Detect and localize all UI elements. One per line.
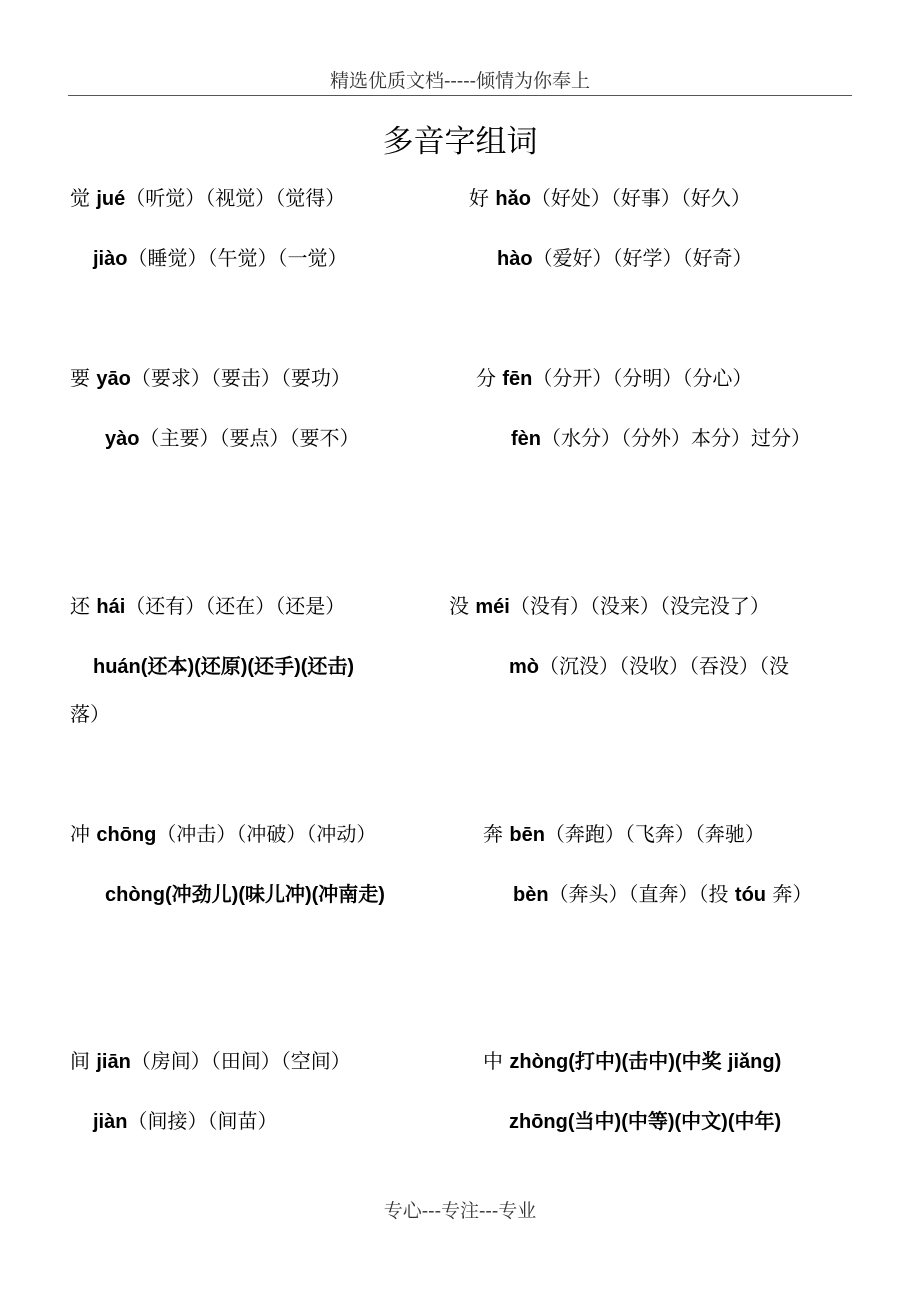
entry-fen-line1 xyxy=(476,362,752,391)
pinyin: fèn xyxy=(511,428,541,450)
word-list: （房间）（田间）（空间） xyxy=(130,1049,351,1073)
word-list: (当中)(中等)(中文)(中年) xyxy=(567,1111,782,1133)
word-list: （间接）（间苗） xyxy=(127,1109,278,1133)
entry-jue-line1 xyxy=(70,182,345,211)
pinyin: bèn xyxy=(513,884,549,906)
entry-char: 觉 xyxy=(70,186,90,210)
entry-hai-line1 xyxy=(70,590,345,619)
word-list: (还本)(还原)(还手)(还击) xyxy=(140,656,355,678)
page-footer: 专心---专注---专业 xyxy=(383,1200,537,1222)
word-list: （奔头）（直奔）（投 xyxy=(548,882,729,906)
word-list: （沉没）（没收）（吞没）（没 xyxy=(539,654,789,678)
pinyin: mò xyxy=(509,656,539,678)
entry-hao-line1 xyxy=(469,182,751,211)
word-list: （睡觉）（午觉）（一觉） xyxy=(127,246,348,270)
entry-hao-line2 xyxy=(497,242,753,271)
entry-char: 好 xyxy=(469,186,489,210)
entry-char: 间 xyxy=(70,1049,90,1073)
entry-chong-line2 xyxy=(105,878,385,907)
pinyin: jiào xyxy=(93,248,128,270)
entry-jue-line2 xyxy=(93,242,347,271)
entry-zhong-line2 xyxy=(509,1105,781,1134)
pinyin: yāo xyxy=(96,368,131,390)
entry-mei-line1 xyxy=(449,590,770,619)
header-divider xyxy=(68,95,852,96)
word-list: （主要）（要点）（要不） xyxy=(139,426,360,450)
pinyin: bēn xyxy=(509,824,545,846)
word-list: （奔跑）（飞奔）（奔驰） xyxy=(544,822,765,846)
entry-fen-line2 xyxy=(511,422,811,451)
pinyin: hào xyxy=(497,248,533,270)
entry-mo-line2 xyxy=(509,650,789,679)
pinyin: chōng xyxy=(96,824,157,846)
pinyin: chòng xyxy=(105,884,165,906)
entry-zhong-line1 xyxy=(483,1045,781,1074)
entry-huan-line2 xyxy=(93,650,354,679)
word-list: (冲劲儿)(味儿冲)(冲南走) xyxy=(165,884,385,906)
entry-jian-line1 xyxy=(70,1045,351,1074)
pinyin: zhòng xyxy=(509,1051,569,1073)
word-list: (打中)(击中)(中奖 xyxy=(568,1051,722,1073)
entry-char: 冲 xyxy=(70,822,90,846)
entry-yao-line2 xyxy=(105,422,359,451)
pinyin: jué xyxy=(96,188,126,210)
pinyin: jiān xyxy=(96,1051,131,1073)
entry-char: 没 xyxy=(449,594,469,618)
entry-yao-line1 xyxy=(70,362,351,391)
entry-jian-line2 xyxy=(93,1105,277,1134)
word-list: （还有）（还在）（还是） xyxy=(125,594,346,618)
entry-ben-line2 xyxy=(513,878,812,907)
word-list: （没有）（没来）（没完没了） xyxy=(509,594,770,618)
entry-char: 要 xyxy=(70,366,90,390)
pinyin: jiàn xyxy=(93,1111,128,1133)
entry-char: 还 xyxy=(70,594,90,618)
pinyin: fēn xyxy=(502,368,533,390)
pinyin: huán xyxy=(93,656,141,678)
pinyin: yào xyxy=(105,428,140,450)
entry-char: 奔 xyxy=(483,822,503,846)
entry-ben-line1 xyxy=(483,818,765,847)
word-list: （冲击）（冲破）（冲动） xyxy=(156,822,377,846)
word-list: （爱好）（好学）（好奇） xyxy=(532,246,753,270)
word-list-tail: ) xyxy=(774,1051,782,1073)
word-list: （分开）（分明）（分心） xyxy=(532,366,753,390)
pinyin: hǎo xyxy=(495,188,531,210)
entry-chong-line1 xyxy=(70,818,376,847)
pinyin: méi xyxy=(475,596,510,618)
pinyin: zhōng xyxy=(509,1111,568,1133)
pinyin: hái xyxy=(96,596,126,618)
word-list-tail: 奔） xyxy=(772,882,813,906)
page-header: 精选优质文档-----倾情为你奉上 xyxy=(329,70,591,92)
word-list: （好处）（好事）（好久） xyxy=(530,186,751,210)
pinyin-inline: tóu xyxy=(734,884,767,906)
page-title: 多音字组词 xyxy=(382,124,538,160)
entry-mo-line3: 落） xyxy=(70,702,110,726)
entry-char: 中 xyxy=(483,1049,503,1073)
word-list: （听觉）（视觉）（觉得） xyxy=(125,186,346,210)
pinyin-inline: jiǎng xyxy=(727,1051,775,1073)
entry-char: 分 xyxy=(476,366,496,390)
word-list: （水分）（分外）本分）过分） xyxy=(541,426,811,450)
word-list: （要求）（要击）（要功） xyxy=(130,366,351,390)
